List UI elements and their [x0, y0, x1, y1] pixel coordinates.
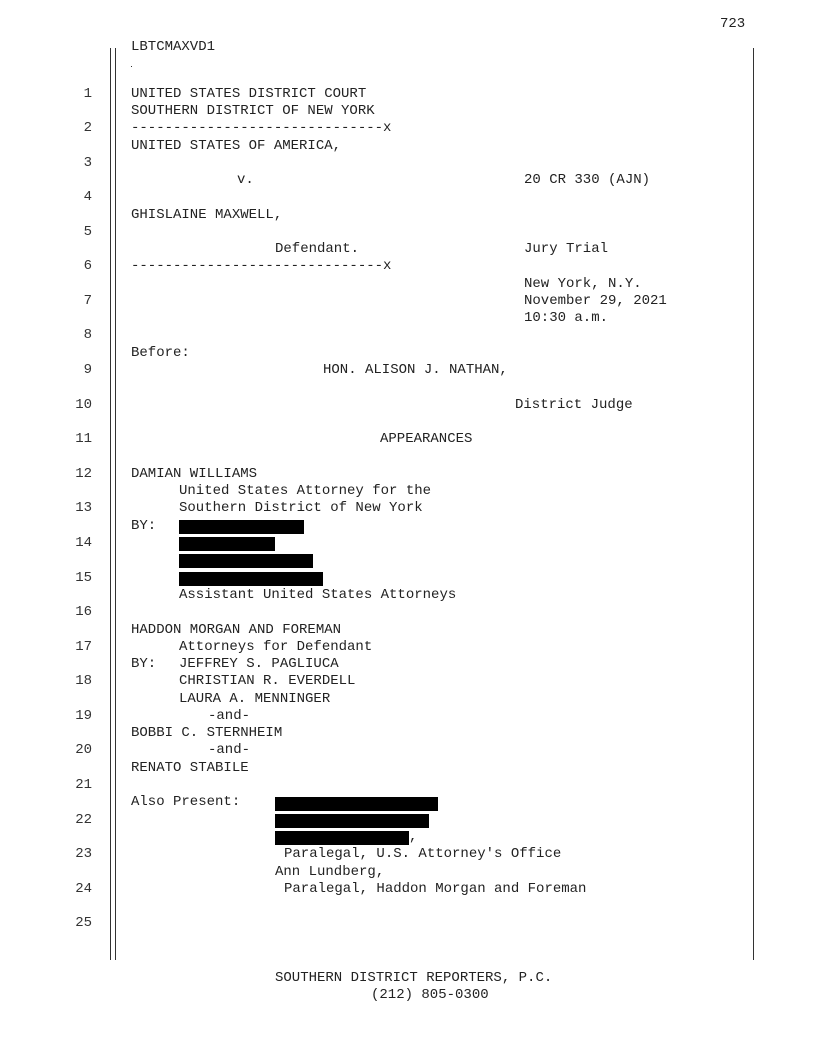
gov-role-line3: Assistant United States Attorneys: [179, 587, 457, 603]
caption-rule-bottom: ------------------------------x: [131, 258, 392, 274]
court-name: UNITED STATES DISTRICT COURT: [131, 86, 367, 102]
gov-attorney-name: DAMIAN WILLIAMS: [131, 466, 258, 482]
redaction-box: [179, 520, 304, 534]
appearances-heading: APPEARANCES: [380, 431, 473, 447]
court-district: SOUTHERN DISTRICT OF NEW YORK: [131, 103, 375, 119]
defendant-name: GHISLAINE MAXWELL,: [131, 207, 283, 223]
defense-attorney: LAURA A. MENNINGER: [179, 691, 331, 707]
defense-firm: HADDON MORGAN AND FOREMAN: [131, 622, 342, 638]
line-number: 13: [75, 500, 92, 516]
gov-by-label: BY:: [131, 518, 157, 534]
gov-role-line2: Southern District of New York: [179, 500, 423, 516]
header-code: LBTCMAXVD1: [131, 39, 216, 55]
proceeding-type: Jury Trial: [524, 241, 609, 257]
defense-attorney: BOBBI C. STERNHEIM: [131, 725, 283, 741]
line-number: 21: [75, 777, 92, 793]
judge-name: HON. ALISON J. NATHAN,: [323, 362, 508, 378]
line-number: 5: [83, 224, 92, 240]
line-number: 22: [75, 812, 92, 828]
line-number: 19: [75, 708, 92, 724]
line-number: 14: [75, 535, 92, 551]
line-number: 15: [75, 570, 92, 586]
line-number: 18: [75, 673, 92, 689]
redaction-box: [275, 814, 429, 828]
line-number: 6: [83, 258, 92, 274]
line-number: 24: [75, 881, 92, 897]
also-present-role: Paralegal, U.S. Attorney's Office: [284, 846, 562, 862]
line-number: 20: [75, 742, 92, 758]
also-present-name: Ann Lundberg,: [275, 864, 385, 880]
plaintiff: UNITED STATES OF AMERICA,: [131, 138, 342, 154]
and-separator: -and-: [208, 708, 251, 724]
left-margin-rule-inner: [115, 48, 116, 960]
gov-role-line1: United States Attorney for the: [179, 483, 432, 499]
redaction-box: [179, 537, 275, 551]
redaction-box: [179, 554, 313, 568]
line-number: 3: [83, 155, 92, 171]
defense-role: Attorneys for Defendant: [179, 639, 373, 655]
footer-reporter: SOUTHERN DISTRICT REPORTERS, P.C.: [275, 970, 553, 986]
case-number: 20 CR 330 (AJN): [524, 172, 651, 188]
and-separator: -and-: [208, 742, 251, 758]
line-number: 17: [75, 639, 92, 655]
defense-attorney: RENATO STABILE: [131, 760, 249, 776]
line-number: 9: [83, 362, 92, 378]
line-number: 8: [83, 327, 92, 343]
page-number: 723: [720, 16, 746, 32]
line-number: 25: [75, 915, 92, 931]
defendant-label: Defendant.: [275, 241, 360, 257]
line-number: 4: [83, 189, 92, 205]
left-margin-rule-outer: [110, 48, 111, 960]
comma: ,: [409, 829, 418, 845]
line-number: 10: [75, 397, 92, 413]
also-present-label: Also Present:: [131, 794, 241, 810]
line-number: 2: [83, 120, 92, 136]
header-spacer: [131, 66, 132, 67]
line-number: 12: [75, 466, 92, 482]
right-margin-rule: [753, 48, 754, 960]
location: New York, N.Y.: [524, 276, 642, 292]
redaction-box: [275, 797, 438, 811]
defense-attorney: CHRISTIAN R. EVERDELL: [179, 673, 356, 689]
versus: v.: [237, 172, 254, 188]
also-present-role: Paralegal, Haddon Morgan and Foreman: [284, 881, 587, 897]
line-number: 16: [75, 604, 92, 620]
line-number: 1: [83, 86, 92, 102]
defense-attorney: JEFFREY S. PAGLIUCA: [179, 656, 339, 672]
line-number: 7: [83, 293, 92, 309]
judge-title: District Judge: [515, 397, 633, 413]
footer-phone: (212) 805-0300: [371, 987, 489, 1003]
line-number: 23: [75, 846, 92, 862]
line-number: 11: [75, 431, 92, 447]
date: November 29, 2021: [524, 293, 667, 309]
time: 10:30 a.m.: [524, 310, 609, 326]
before-label: Before:: [131, 345, 190, 361]
caption-rule-top: ------------------------------x: [131, 120, 392, 136]
defense-by-label: BY:: [131, 656, 157, 672]
redaction-box: [275, 831, 409, 845]
redaction-box: [179, 572, 323, 586]
